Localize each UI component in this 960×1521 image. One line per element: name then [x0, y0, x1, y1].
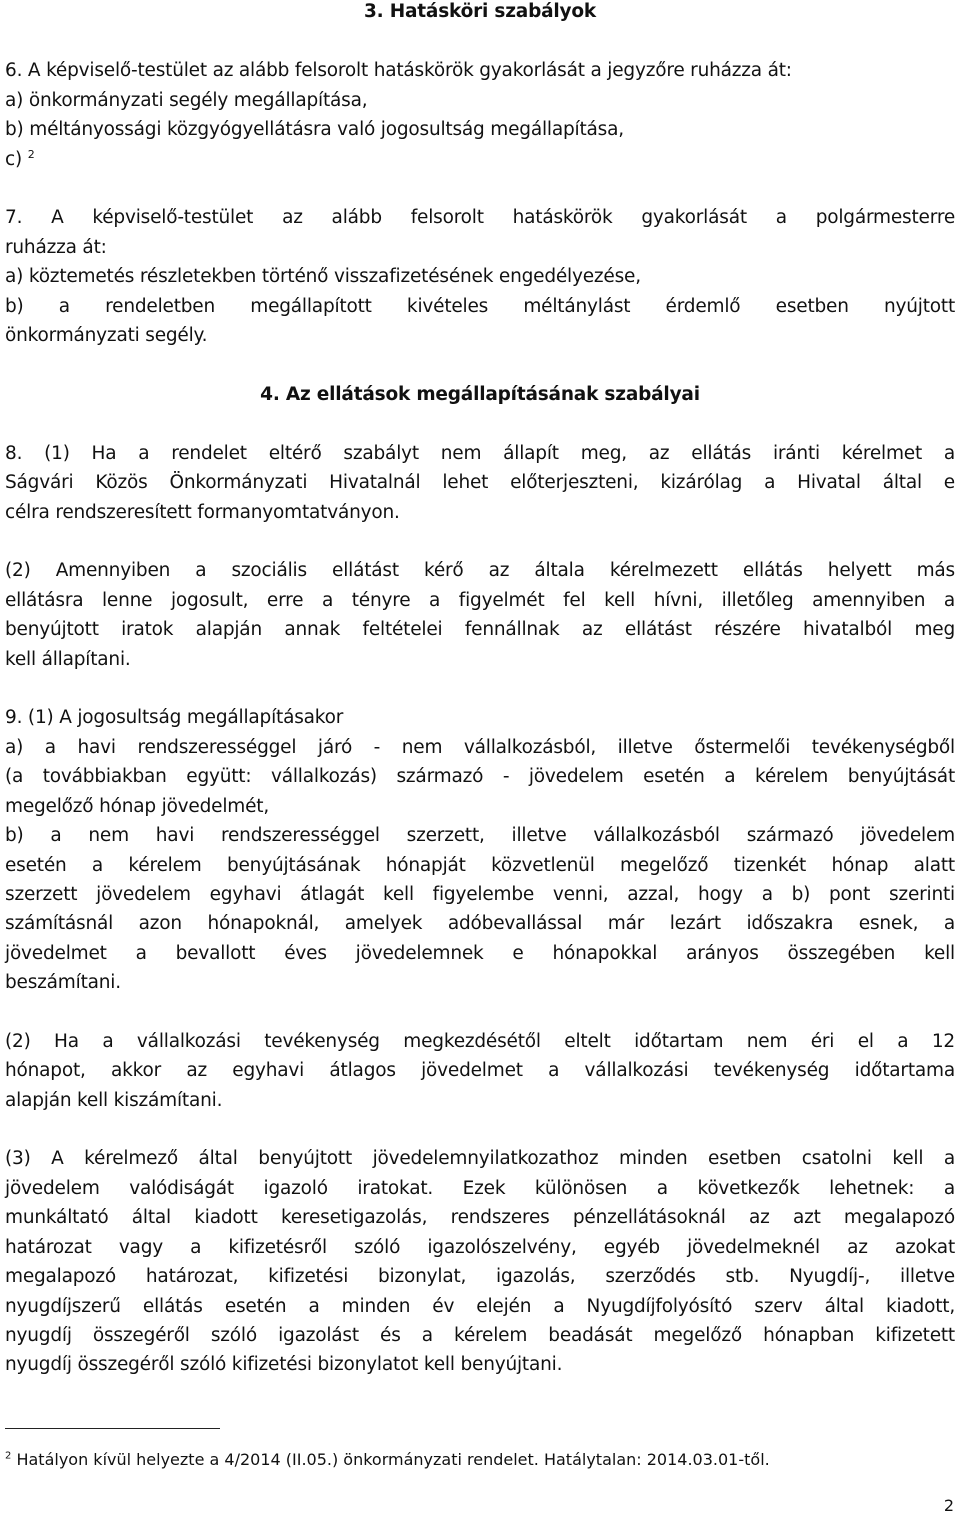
section-heading-4: 4. Az ellátások megállapításának szabályai: [260, 384, 700, 405]
paragraph-9-3-line: határozat vagy a kifizetésről szóló igazolószelvény, egyéb jövedelmeknél az azokat: [5, 1237, 955, 1258]
paragraph-9-line: jövedelmet a bevallott éves jövedelemnek e hónapokkal arányos összegében kell: [5, 943, 955, 964]
paragraph-7-line: ruházza át:: [5, 237, 107, 258]
paragraph-8-line: Ságvári Közös Önkormányzati Hivatalnál lehet előterjeszteni, kizárólag a Hivatal által e: [5, 472, 955, 493]
paragraph-9-line: esetén a kérelem benyújtásának hónapját közvetlenül megelőző tizenkét hónap alatt: [5, 855, 955, 876]
paragraph-8-2-line: benyújtott iratok alapján annak feltételei fennállnak az ellátást részére hivatalból meg: [5, 619, 955, 640]
paragraph-7-line: 7. A képviselő-testület az alább felsorolt hatáskörök gyakorlását a polgármesterre: [5, 207, 955, 228]
footnote: [5, 1449, 770, 1471]
paragraph-9-3-line: jövedelem valódiságát igazoló iratokat. Ezek különösen a következők lehetnek: a: [5, 1178, 955, 1199]
footnote-separator: [5, 1428, 220, 1429]
paragraph-8-line: célra rendszeresített formanyomtatványon.: [5, 502, 400, 523]
paragraph-9-line: 9. (1) A jogosultság megállapításakor: [5, 707, 344, 728]
paragraph-9-line: a) a havi rendszerességgel járó - nem vállalkozásból, illetve őstermelői tevékenységből: [5, 737, 955, 758]
paragraph-9-line: szerzett jövedelem egyhavi átlagát kell figyelembe venni, azzal, hogy a b) pont szerinti: [5, 884, 955, 905]
paragraph-9-3-line: nyugdíj összegéről szóló igazolást és a kérelem beadását megelőző hónapban kifizetett: [5, 1325, 955, 1346]
paragraph-9-line: megelőző hónap jövedelmét,: [5, 796, 270, 817]
paragraph-6-line: [5, 148, 955, 172]
paragraph-8-2-line: ellátásra lenne jogosult, erre a tényre a figyelmét fel kell hívni, illetőleg amennyiben a: [5, 590, 955, 611]
paragraph-6-line: a) önkormányzati segély megállapítása,: [5, 90, 368, 111]
paragraph-7-line: önkormányzati segély.: [5, 325, 208, 346]
paragraph-8-2-line: (2) Amennyiben a szociális ellátást kérő az általa kérelmezett ellátás helyett más: [5, 560, 955, 581]
paragraph-6-line: 6. A képviselő-testület az alább felsorolt hatáskörök gyakorlását a jegyzőre ruházza át:: [5, 60, 792, 81]
paragraph-9-3-line: nyugdíjszerű ellátás esetén a minden év elején a Nyugdíjfolyósító szerv által kiadott,: [5, 1296, 955, 1317]
paragraph-9-line: beszámítani.: [5, 972, 121, 993]
paragraph-9-3-line: megalapozó határozat, kifizetési bizonylat, igazolás, szerződés stb. Nyugdíj-, illetve: [5, 1266, 955, 1287]
list-item-c: c): [5, 149, 22, 170]
paragraph-8-2-line: kell állapítani.: [5, 649, 131, 670]
paragraph-9-2-line: (2) Ha a vállalkozási tevékenység megkezdésétől eltelt időtartam nem éri el a 12: [5, 1031, 955, 1052]
paragraph-8-line: 8. (1) Ha a rendelet eltérő szabályt nem állapít meg, az ellátás iránti kérelmet a: [5, 443, 955, 464]
paragraph-9-3-line: nyugdíj összegéről szóló kifizetési bizonylatot kell benyújtani.: [5, 1354, 563, 1375]
paragraph-9-3-line: munkáltató által kiadott keresetigazolás, rendszeres pénzellátásoknál az azt megalapozó: [5, 1207, 955, 1228]
page-number: 2: [943, 1496, 954, 1515]
paragraph-9-2-line: alapján kell kiszámítani.: [5, 1090, 223, 1111]
footnote-mark: 2: [5, 1450, 12, 1462]
paragraph-7-line: a) köztemetés részletekben történő visszafizetésének engedélyezése,: [5, 266, 641, 287]
footnote-reference[interactable]: 2: [27, 147, 35, 161]
paragraph-9-line: (a továbbiakban együtt: vállalkozás) származó - jövedelem esetén a kérelem benyújtását: [5, 766, 955, 787]
paragraph-7-line: b) a rendeletben megállapított kivételes méltánylást érdemlő esetben nyújtott: [5, 296, 955, 317]
paragraph-9-2-line: hónapot, akkor az egyhavi átlagos jövedelmet a vállalkozási tevékenység időtartama: [5, 1060, 955, 1081]
paragraph-9-3-line: (3) A kérelmező által benyújtott jövedelemnyilatkozathoz minden esetben csatolni kell a: [5, 1148, 955, 1169]
paragraph-6-line: b) méltányossági közgyógyellátásra való jogosultság megállapítása,: [5, 119, 624, 140]
footnote-text: Hatályon kívül helyezte a 4/2014 (II.05.) önkormányzati rendelet. Hatálytalan: 2014.03.01-től.: [11, 1450, 770, 1469]
paragraph-9-line: számításnál azon hónapoknál, amelyek adóbevallással már lezárt időszakra esnek, a: [5, 913, 955, 934]
section-heading-3: 3. Hatásköri szabályok: [363, 1, 597, 22]
paragraph-9-line: b) a nem havi rendszerességgel szerzett, illetve vállalkozásból származó jövedelem: [5, 825, 955, 846]
